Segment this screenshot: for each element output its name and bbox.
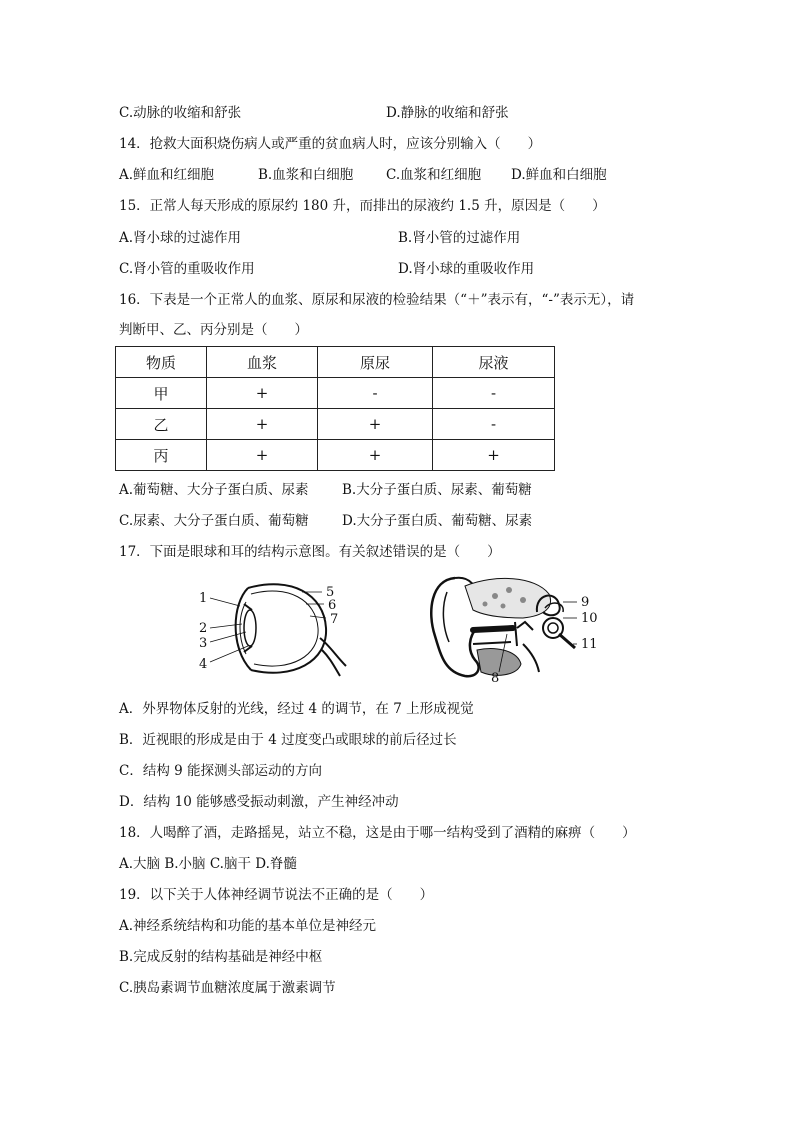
q16-option-d: D.大分子蛋白质、葡萄糖、尿素	[342, 513, 533, 529]
eye-label-7: 7	[330, 612, 339, 627]
table-cell: -	[433, 409, 555, 440]
q15-option-b: B.肾小管的过滤作用	[398, 230, 521, 246]
eye-label-5: 5	[326, 585, 335, 600]
table-cell: +	[207, 378, 318, 409]
q14-option-c: C.血浆和红细胞	[386, 167, 482, 183]
q17-option-a: A．外界物体反射的光线，经过 4 的调节，在 7 上形成视觉	[119, 701, 474, 717]
table-cell: 甲	[116, 378, 207, 409]
q13-option-c: C.动脉的收缩和舒张	[119, 105, 242, 121]
q18-stem: 18．人喝醉了酒，走路摇晃，站立不稳，这是由于哪一结构受到了酒精的麻痹（ ）	[119, 825, 636, 841]
ear-label-8: 8	[491, 671, 500, 684]
q17-stem: 17．下面是眼球和耳的结构示意图。有关叙述错误的是（ ）	[119, 544, 501, 560]
q16-stem-line2: 判断甲、乙、丙分别是（ ）	[119, 322, 308, 338]
table-cell: +	[207, 409, 318, 440]
q17-option-c: C．结构 9 能探测头部运动的方向	[119, 763, 323, 779]
table-header: 血浆	[207, 347, 318, 378]
eye-label-6: 6	[328, 598, 337, 613]
eye-label-2: 2	[199, 621, 208, 636]
q14-option-b: B.血浆和白细胞	[258, 167, 354, 183]
q13-option-d: D.静脉的收缩和舒张	[386, 105, 509, 121]
q16-table	[115, 346, 555, 471]
q17-option-d: D．结构 10 能够感受振动刺激，产生神经冲动	[119, 794, 399, 810]
q16-option-a: A.葡萄糖、大分子蛋白质、尿素	[119, 482, 309, 498]
q14-stem: 14．抢救大面积烧伤病人或严重的贫血病人时，应该分别输入（ ）	[119, 136, 542, 152]
ear-label-11: 11	[581, 637, 598, 652]
table-row	[116, 378, 555, 409]
table-cell: +	[318, 409, 433, 440]
q18-options: A.大脑 B.小脑 C.脑干 D.脊髓	[119, 856, 297, 872]
ear-diagram	[425, 572, 605, 684]
q19-option-b: B.完成反射的结构基础是神经中枢	[119, 949, 323, 965]
sclera-outline	[248, 584, 326, 672]
eye-label-4: 4	[199, 657, 208, 672]
table-header: 物质	[116, 347, 207, 378]
q16-option-c: C.尿素、大分子蛋白质、葡萄糖	[119, 513, 309, 529]
q16-stem-line1: 16．下表是一个正常人的血浆、原尿和尿液的检验结果（“＋”表示有，“-”表示无），请	[119, 292, 635, 308]
q15-option-a: A.肾小球的过滤作用	[119, 230, 242, 246]
table-cell: 乙	[116, 409, 207, 440]
q19-stem: 19．以下关于人体神经调节说法不正确的是（ ）	[119, 887, 434, 903]
table-row	[116, 440, 555, 471]
q19-option-a: A.神经系统结构和功能的基本单位是神经元	[119, 918, 377, 934]
q15-option-c: C.肾小管的重吸收作用	[119, 261, 255, 277]
table-row	[116, 409, 555, 440]
q15-stem: 15．正常人每天形成的原尿约 180 升，而排出的尿液约 1.5 升，原因是（ ）	[119, 198, 606, 214]
table-cell: +	[318, 440, 433, 471]
q19-option-c: C.胰岛素调节血糖浓度属于激素调节	[119, 980, 336, 996]
table-header: 尿液	[433, 347, 555, 378]
table-cell: -	[318, 378, 433, 409]
eye-label-3: 3	[199, 636, 208, 651]
ear-label-9: 9	[581, 595, 590, 610]
q16-option-b: B.大分子蛋白质、尿素、葡萄糖	[342, 482, 532, 498]
table-cell: +	[433, 440, 555, 471]
ear-label-10: 10	[581, 611, 598, 626]
q17-option-b: B．近视眼的形成是由于 4 过度变凸或眼球的前后径过长	[119, 732, 457, 748]
q14-option-d: D.鲜血和白细胞	[511, 167, 607, 183]
table-header: 原尿	[318, 347, 433, 378]
table-cell: -	[433, 378, 555, 409]
q15-option-d: D.肾小球的重吸收作用	[398, 261, 535, 277]
table-cell: 丙	[116, 440, 207, 471]
eye-diagram	[196, 576, 356, 681]
retina-line	[251, 591, 318, 666]
lens-shape	[244, 610, 256, 646]
table-cell: +	[207, 440, 318, 471]
table-header-row	[116, 347, 555, 378]
eye-label-1: 1	[199, 591, 208, 606]
q14-option-a: A.鲜血和红细胞	[119, 167, 215, 183]
